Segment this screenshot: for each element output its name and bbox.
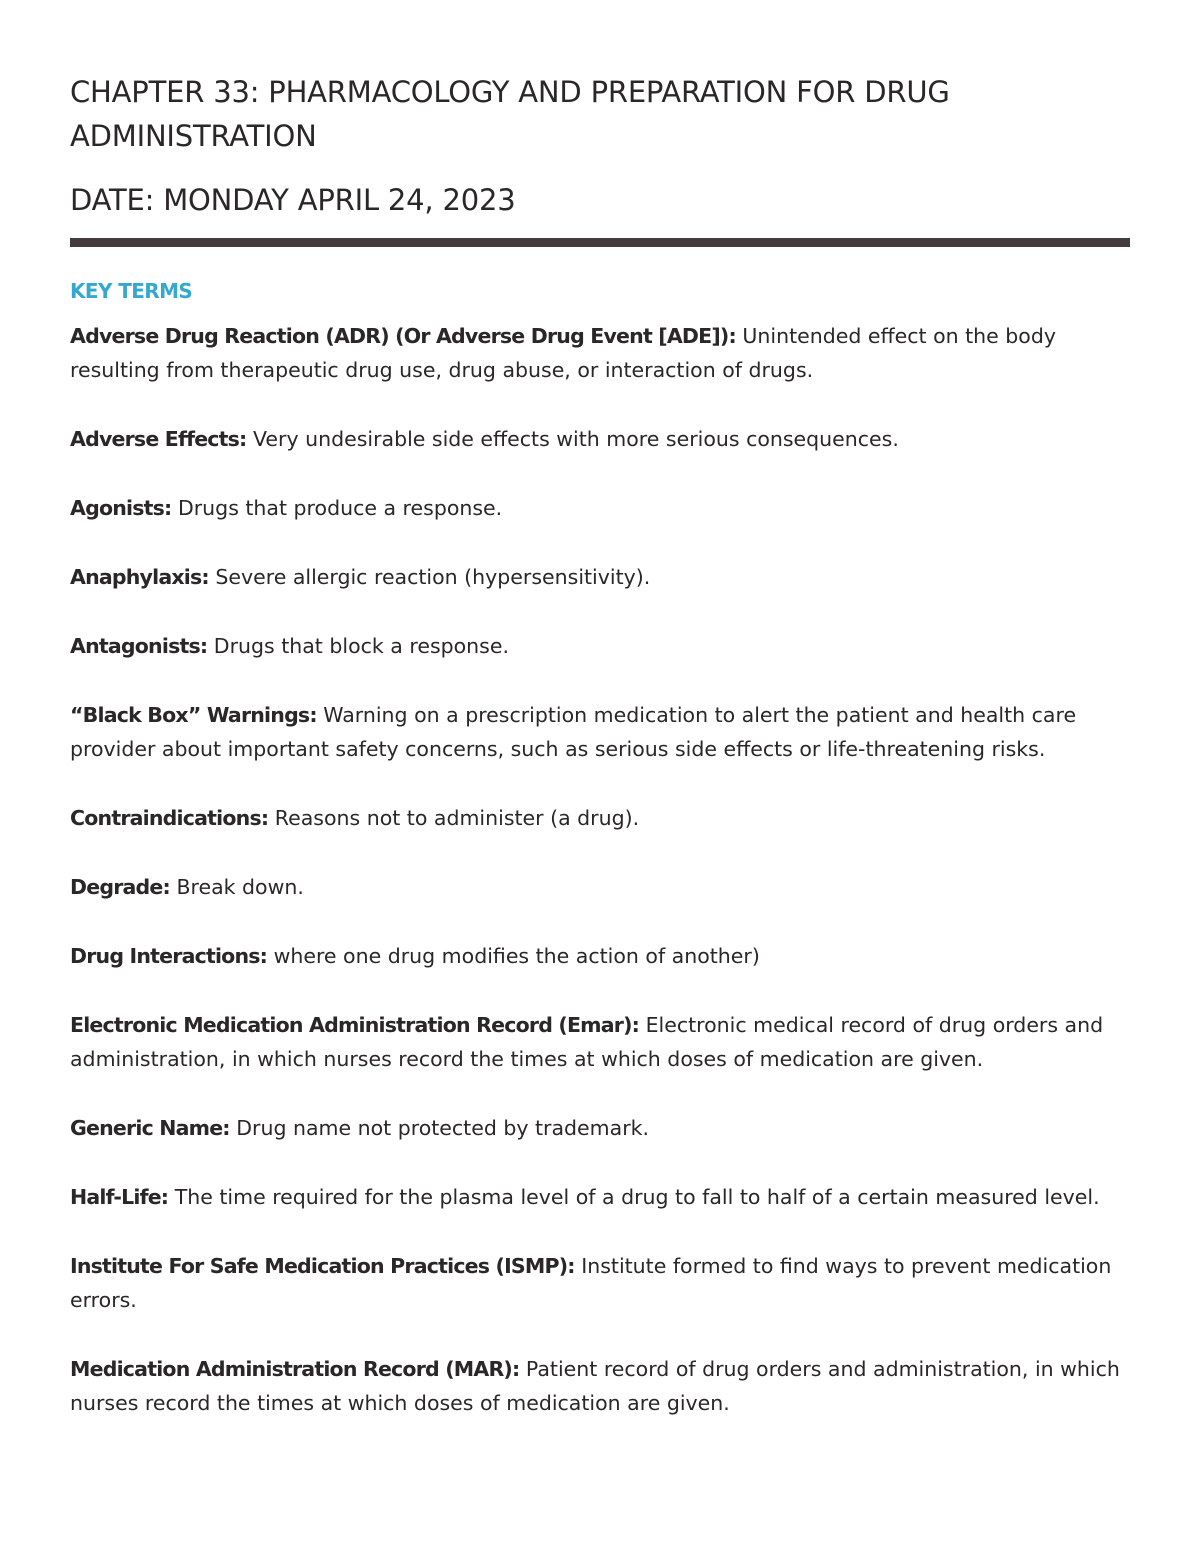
date-line: DATE: MONDAY APRIL 24, 2023: [70, 183, 516, 217]
term-definition: Drug name not protected by trademark.: [229, 1116, 650, 1140]
term-definition: Electronic medical record of drug orders and administration, in which nurses record the times at which doses of medication are given.: [70, 1013, 1104, 1071]
term-definition: Institute formed to find ways to prevent medication errors.: [70, 1254, 1112, 1312]
term-item: [70, 1249, 1130, 1317]
term-name: Electronic Medication Administration Record (Emar):: [70, 1013, 640, 1037]
term-definition: Severe allergic reaction (hypersensitivity).: [208, 565, 651, 589]
term-item: [70, 1180, 1130, 1214]
chapter-title: CHAPTER 33: PHARMACOLOGY AND PREPARATION FOR DRUG ADMINISTRATION: [70, 75, 950, 153]
key-terms-list: [70, 319, 1130, 1420]
term-name: Drug Interactions:: [70, 944, 268, 968]
term-item: [70, 560, 1130, 594]
term-name: Contraindications:: [70, 806, 269, 830]
term-definition: Warning on a prescription medication to alert the patient and health care provider about important safety concerns, such as serious side effects or life-threatening risks.: [70, 703, 1077, 761]
section-heading-key-terms: KEY TERMS: [70, 279, 193, 303]
term-name: Medication Administration Record (MAR):: [70, 1357, 520, 1381]
term-definition: Very undesirable side effects with more serious consequences.: [246, 427, 899, 451]
term-name: Half-Life:: [70, 1185, 169, 1209]
term-definition: Reasons not to administer (a drug).: [268, 806, 640, 830]
term-definition: Unintended effect on the body resulting from therapeutic drug use, drug abuse, or interaction of drugs.: [70, 324, 1056, 382]
term-item: [70, 422, 1130, 456]
term-name: Degrade:: [70, 875, 170, 899]
term-definition: The time required for the plasma level of a drug to fall to half of a certain measured level.: [168, 1185, 1100, 1209]
term-item: [70, 491, 1130, 525]
term-name: Institute For Safe Medication Practices (ISMP):: [70, 1254, 575, 1278]
term-name: Agonists:: [70, 496, 172, 520]
term-name: “Black Box” Warnings:: [70, 703, 317, 727]
term-item: [70, 1352, 1130, 1420]
term-name: Adverse Drug Reaction (ADR) (Or Adverse Drug Event [ADE]):: [70, 324, 736, 348]
term-definition: Break down.: [169, 875, 304, 899]
term-item: [70, 698, 1130, 766]
term-name: Generic Name:: [70, 1116, 230, 1140]
term-definition: Patient record of drug orders and administration, in which nurses record the times at which doses of medication are given.: [70, 1357, 1120, 1415]
term-item: [70, 1111, 1130, 1145]
term-definition: where one drug modifies the action of another): [267, 944, 760, 968]
document-page: [70, 70, 1130, 1455]
term-name: Antagonists:: [70, 634, 208, 658]
term-item: [70, 801, 1130, 835]
term-name: Anaphylaxis:: [70, 565, 209, 589]
term-item: [70, 319, 1130, 387]
term-item: [70, 870, 1130, 904]
term-item: [70, 939, 1130, 973]
term-definition: Drugs that produce a response.: [171, 496, 503, 520]
term-item: [70, 1008, 1130, 1076]
term-item: [70, 629, 1130, 663]
term-definition: Drugs that block a response.: [207, 634, 509, 658]
term-name: Adverse Effects:: [70, 427, 247, 451]
header-divider: [70, 238, 1130, 247]
